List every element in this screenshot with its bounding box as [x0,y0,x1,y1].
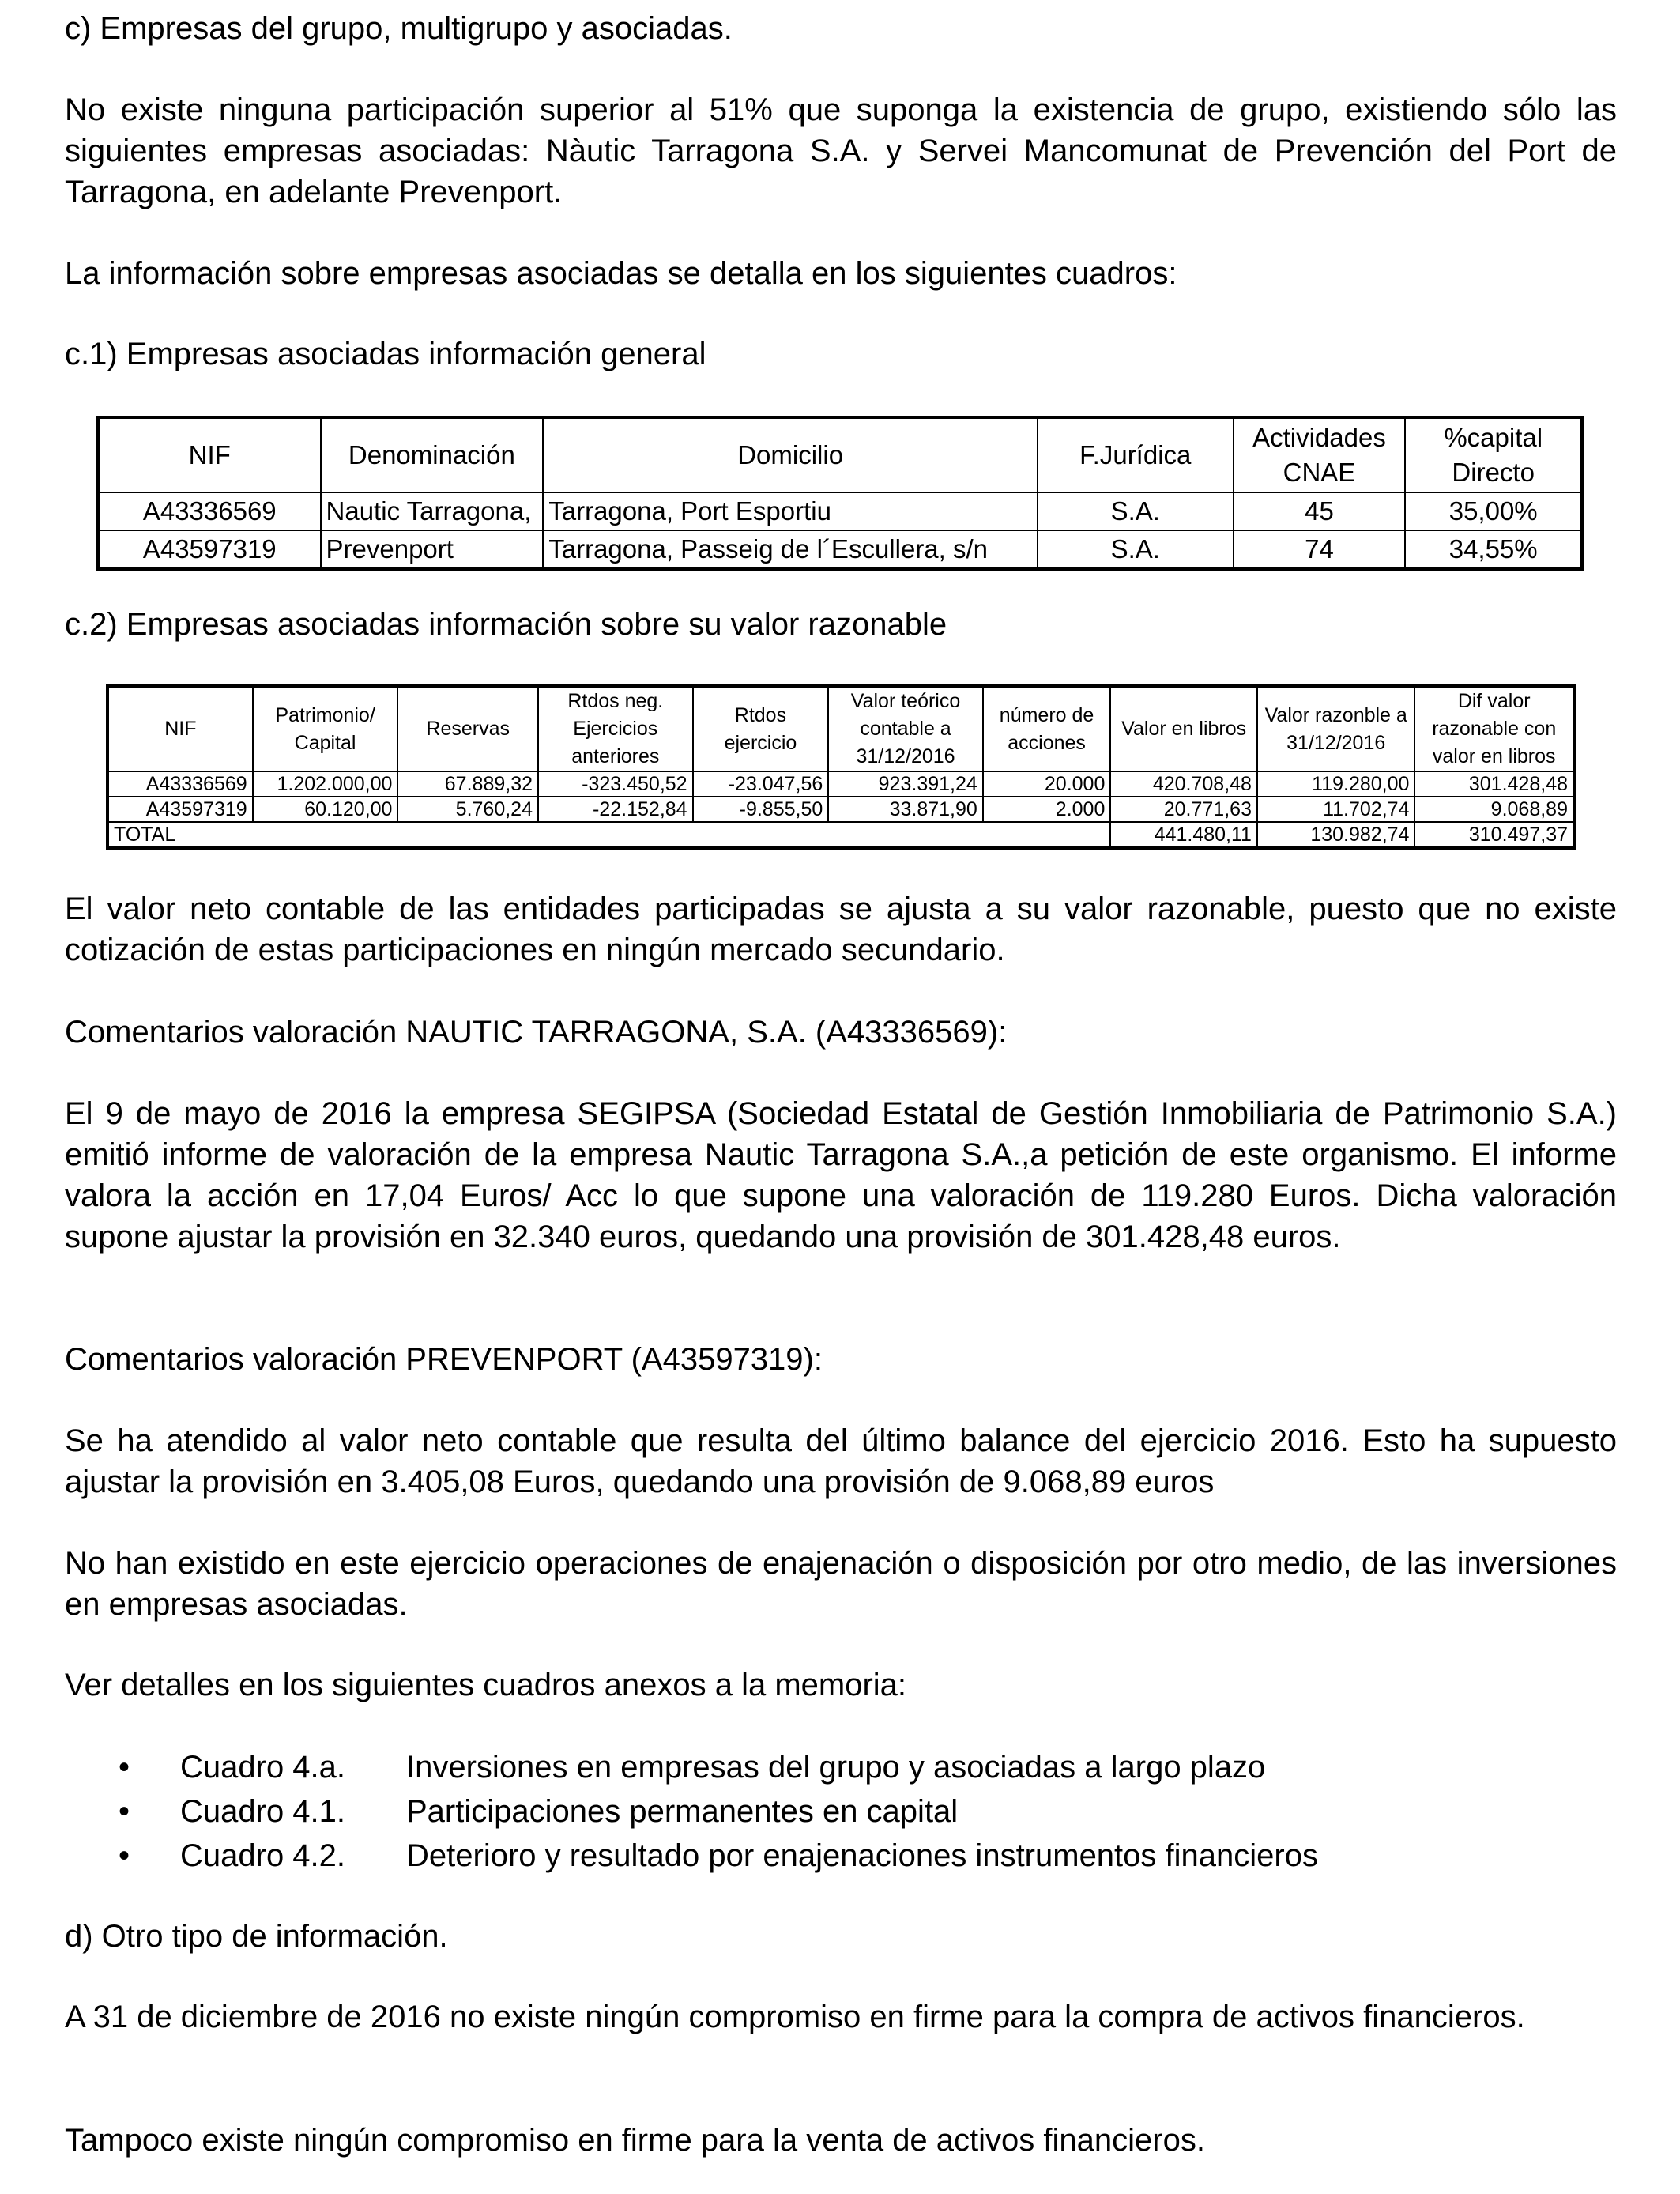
col-header: Dif valor razonable con valor en libros [1414,686,1574,771]
annex-text: Deterioro y resultado por enajenaciones instrumentos financieros [406,1838,1318,1873]
table-row [107,771,1574,797]
annex-list [65,1745,1617,1878]
bullet-icon: • [119,1794,130,1829]
col-header: F.Jurídica [1038,417,1234,492]
paragraph-net-value: El valor neto contable de las entidades participadas se ajusta a su valor razonable, puesto que no existe cotización de estas participaciones en ningún mercado secundario. [65,892,1617,967]
heading-c2: c.2) Empresas asociadas información sobre su valor razonable [65,607,947,642]
cell-prior-results: -323.450,52 [538,771,693,797]
cell-nif: A43336569 [98,492,321,530]
cell-legal-form: S.A. [1038,492,1234,530]
cell-address: Tarragona, Port Esportiu [543,492,1038,530]
paragraph-see-details: Ver detalles en los siguientes cuadros anexos a la memoria: [65,1668,907,1702]
cell-name: Prevenport [321,530,544,569]
cell-difference: 9.068,89 [1414,797,1574,822]
cell-theoretical-value: 923.391,24 [828,771,983,797]
cell-reserves: 5.760,24 [397,797,538,822]
table-row [98,492,1582,530]
annex-text: Inversiones en empresas del grupo y asociadas a largo plazo [406,1750,1266,1785]
cell-total-fair-value: 130.982,74 [1257,822,1414,848]
table-associated-general [96,416,1584,571]
col-header: Reservas [397,686,538,771]
cell-total-book-value: 441.480,11 [1110,822,1257,848]
cell-capital: 35,00% [1405,492,1582,530]
heading-prevenport: Comentarios valoración PREVENPORT (A43597319): [65,1342,823,1377]
paragraph-no-disposals: No han existido en este ejercicio operaciones de enajenación o disposición por otro medio, de las inversiones en empresas asociadas. [65,1546,1617,1622]
cell-cnae: 74 [1234,530,1406,569]
cell-book-value: 20.771,63 [1110,797,1257,822]
col-header: Valor en libros [1110,686,1257,771]
col-header: Denominación [321,417,544,492]
heading-c: c) Empresas del grupo, multigrupo y asociadas. [65,11,733,46]
col-header: Valor teórico contable a 31/12/2016 [828,686,983,771]
table-associated-fair-value [106,684,1576,850]
paragraph-prevenport-valuation: Se ha atendido al valor neto contable que resulta del último balance del ejercicio 2016. Esto ha supuesto ajustar la provisión en 3.405,08 Euros, quedando una provisión de 9.068,89 euros [65,1423,1617,1499]
bullet-icon: • [119,1750,130,1785]
cell-shares: 20.000 [983,771,1111,797]
list-item [65,1834,1617,1878]
col-header: número de acciones [983,686,1111,771]
cell-nif: A43597319 [98,530,321,569]
col-header: Rtdos neg. Ejercicios anteriores [538,686,693,771]
heading-nautic: Comentarios valoración NAUTIC TARRAGONA, S.A. (A43336569): [65,1015,1008,1050]
col-header: Rtdos ejercicio [693,686,829,771]
cell-shares: 2.000 [983,797,1111,822]
cell-prior-results: -22.152,84 [538,797,693,822]
col-header: Domicilio [543,417,1038,492]
cell-fair-value: 11.702,74 [1257,797,1414,822]
list-item [65,1745,1617,1789]
table-row [98,530,1582,569]
paragraph-no-purchase-commitment: A 31 de diciembre de 2016 no existe ningún compromiso en firme para la compra de activos financieros. [65,2000,1525,2034]
heading-c1: c.1) Empresas asociadas información general [65,337,706,371]
table-row [107,797,1574,822]
cell-reserves: 67.889,32 [397,771,538,797]
cell-nif: A43336569 [107,771,253,797]
col-header: Patrimonio/ Capital [253,686,398,771]
cell-total-label: TOTAL [107,822,1110,848]
cell-legal-form: S.A. [1038,530,1234,569]
table-header-row [107,686,1574,771]
annex-label: Cuadro 4.1. [180,1794,346,1829]
cell-difference: 301.428,48 [1414,771,1574,797]
cell-nif: A43597319 [107,797,253,822]
paragraph-no-sale-commitment: Tampoco existe ningún compromiso en firme para la venta de activos financieros. [65,2123,1205,2158]
cell-capital: 34,55% [1405,530,1582,569]
paragraph-group-info: No existe ninguna participación superior al 51% que suponga la existencia de grupo, existiendo sólo las siguientes empresas asociadas: Nàutic Tarragona S.A. y Servei Mancomunat de Prevención del Port de Tarragona, en adelante Prevenport. [65,92,1617,209]
cell-cnae: 45 [1234,492,1406,530]
cell-capital: 60.120,00 [253,797,398,822]
cell-name: Nautic Tarragona, [321,492,544,530]
cell-results: -23.047,56 [693,771,829,797]
col-header: NIF [98,417,321,492]
annex-label: Cuadro 4.a. [180,1750,346,1785]
col-header: Actividades CNAE [1234,417,1406,492]
annex-label: Cuadro 4.2. [180,1838,346,1873]
paragraph-nautic-valuation: El 9 de mayo de 2016 la empresa SEGIPSA (Sociedad Estatal de Gestión Inmobiliaria de Patrimonio S.A.) emitió informe de valoración de la empresa Nautic Tarragona S.A.,a petición de este organismo. El informe valora la acción en 17,04 Euros/ Acc lo que supone una valoración de 119.280 Euros. Dicha valoración supone ajustar la provisión en 32.340 euros, quedando una provisión de 301.428,48 euros. [65,1096,1617,1254]
bullet-icon: • [119,1838,130,1873]
paragraph-info-intro: La información sobre empresas asociadas se detalla en los siguientes cuadros: [65,256,1177,291]
col-header: Valor razonble a 31/12/2016 [1257,686,1414,771]
heading-d: d) Otro tipo de información. [65,1919,448,1954]
col-header: %capital Directo [1405,417,1582,492]
annex-text: Participaciones permanentes en capital [406,1794,959,1829]
table-header-row [98,417,1582,492]
cell-total-difference: 310.497,37 [1414,822,1574,848]
list-item [65,1789,1617,1834]
cell-capital: 1.202.000,00 [253,771,398,797]
cell-address: Tarragona, Passeig de l´Escullera, s/n [543,530,1038,569]
table-total-row [107,822,1574,848]
col-header: NIF [107,686,253,771]
cell-theoretical-value: 33.871,90 [828,797,983,822]
cell-results: -9.855,50 [693,797,829,822]
cell-book-value: 420.708,48 [1110,771,1257,797]
cell-fair-value: 119.280,00 [1257,771,1414,797]
